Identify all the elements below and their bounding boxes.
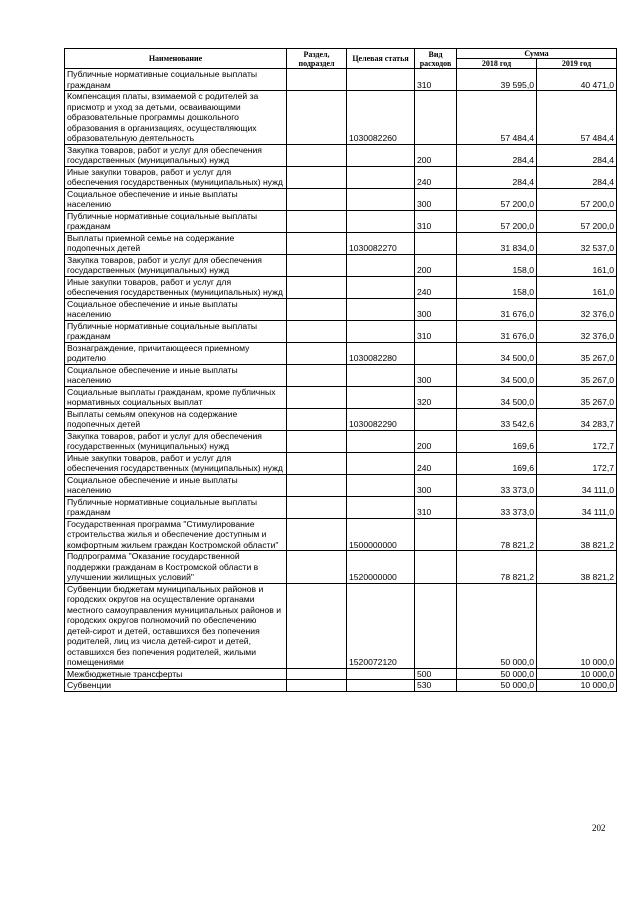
header-name: Наименование	[65, 49, 287, 69]
row-sum-2019: 10 000,0	[537, 668, 617, 680]
table-row	[65, 210, 617, 232]
table-row	[65, 166, 617, 188]
row-name: Выплаты приемной семье на содержание подопечных детей	[65, 232, 287, 254]
row-expense-type: 200	[415, 254, 457, 276]
row-section	[287, 518, 347, 551]
table-row	[65, 232, 617, 254]
row-expense-type	[415, 408, 457, 430]
row-section	[287, 276, 347, 298]
table-row	[65, 408, 617, 430]
row-target: 1030082270	[347, 232, 415, 254]
header-expense-type: Вид расходов	[415, 49, 457, 69]
row-expense-type: 300	[415, 298, 457, 320]
row-name: Социальные выплаты гражданам, кроме публичных нормативных социальных выплат	[65, 386, 287, 408]
row-section	[287, 496, 347, 518]
row-section	[287, 668, 347, 680]
row-section	[287, 188, 347, 210]
row-name: Публичные нормативные социальные выплаты гражданам	[65, 210, 287, 232]
row-target	[347, 298, 415, 320]
row-sum-2019: 35 267,0	[537, 386, 617, 408]
row-target	[347, 144, 415, 166]
row-section	[287, 430, 347, 452]
table-row	[65, 188, 617, 210]
table-row	[65, 298, 617, 320]
row-section	[287, 69, 347, 91]
table-row	[65, 680, 617, 692]
row-section	[287, 254, 347, 276]
row-sum-2018: 31 676,0	[457, 298, 537, 320]
table-row	[65, 518, 617, 551]
row-sum-2018: 33 373,0	[457, 474, 537, 496]
row-name: Межбюджетные трансферты	[65, 668, 287, 680]
row-sum-2019: 32 537,0	[537, 232, 617, 254]
row-expense-type: 500	[415, 668, 457, 680]
row-expense-type: 320	[415, 386, 457, 408]
row-section	[287, 452, 347, 474]
header-year-2019: 2019 год	[537, 59, 617, 69]
row-sum-2018: 78 821,2	[457, 518, 537, 551]
row-name: Вознаграждение, причитающееся приемному родителю	[65, 342, 287, 364]
row-expense-type	[415, 91, 457, 145]
table-row	[65, 342, 617, 364]
row-name: Публичные нормативные социальные выплаты гражданам	[65, 69, 287, 91]
row-name: Иные закупки товаров, работ и услуг для обеспечения государственных (муниципальных) нужд	[65, 452, 287, 474]
row-expense-type: 310	[415, 320, 457, 342]
row-expense-type	[415, 551, 457, 584]
table-row	[65, 474, 617, 496]
row-sum-2018: 57 200,0	[457, 188, 537, 210]
table-row	[65, 386, 617, 408]
header-year-2018: 2018 год	[457, 59, 537, 69]
row-sum-2019: 35 267,0	[537, 342, 617, 364]
row-expense-type: 310	[415, 210, 457, 232]
row-target	[347, 680, 415, 692]
row-target	[347, 320, 415, 342]
row-sum-2018: 57 484,4	[457, 91, 537, 145]
row-expense-type: 200	[415, 144, 457, 166]
row-sum-2019: 32 376,0	[537, 298, 617, 320]
row-section	[287, 342, 347, 364]
row-target	[347, 69, 415, 91]
row-sum-2018: 50 000,0	[457, 668, 537, 680]
row-target	[347, 474, 415, 496]
table-row	[65, 430, 617, 452]
row-target	[347, 496, 415, 518]
row-target: 1030082260	[347, 91, 415, 145]
row-section	[287, 583, 347, 668]
row-target	[347, 668, 415, 680]
row-expense-type: 530	[415, 680, 457, 692]
row-name: Закупка товаров, работ и услуг для обеспечения государственных (муниципальных) нужд	[65, 254, 287, 276]
row-sum-2018: 31 676,0	[457, 320, 537, 342]
header-section: Раздел, подраздел	[287, 49, 347, 69]
row-expense-type: 240	[415, 276, 457, 298]
row-sum-2019: 40 471,0	[537, 69, 617, 91]
row-expense-type: 300	[415, 364, 457, 386]
row-target	[347, 210, 415, 232]
table-row	[65, 364, 617, 386]
row-section	[287, 298, 347, 320]
row-sum-2019: 34 283,7	[537, 408, 617, 430]
row-name: Публичные нормативные социальные выплаты гражданам	[65, 320, 287, 342]
row-sum-2018: 34 500,0	[457, 364, 537, 386]
table-row	[65, 668, 617, 680]
row-sum-2018: 50 000,0	[457, 680, 537, 692]
row-expense-type	[415, 518, 457, 551]
row-name: Социальное обеспечение и иные выплаты населению	[65, 298, 287, 320]
row-name: Субвенции	[65, 680, 287, 692]
row-section	[287, 144, 347, 166]
row-sum-2018: 31 834,0	[457, 232, 537, 254]
table-row	[65, 452, 617, 474]
row-expense-type: 310	[415, 496, 457, 518]
table-body	[65, 69, 617, 692]
row-target	[347, 276, 415, 298]
row-expense-type	[415, 232, 457, 254]
row-expense-type: 240	[415, 452, 457, 474]
row-name: Социальное обеспечение и иные выплаты населению	[65, 364, 287, 386]
page-number: 202	[592, 823, 606, 833]
row-target	[347, 452, 415, 474]
table-row	[65, 144, 617, 166]
row-name: Субвенции бюджетам муниципальных районов и городских округов на осуществление органами местного самоуправления муниципальных районов и городских округов полномочий по обеспечению детей-сирот и детей, оставшихся без попечения родителей, лиц из числа детей-сирот и детей, оставшихся без попечения родителей, жилыми помещениями	[65, 583, 287, 668]
row-section	[287, 364, 347, 386]
row-sum-2018: 284,4	[457, 144, 537, 166]
row-sum-2018: 39 595,0	[457, 69, 537, 91]
row-name: Социальное обеспечение и иные выплаты населению	[65, 474, 287, 496]
row-target: 1520072120	[347, 583, 415, 668]
row-sum-2018: 50 000,0	[457, 583, 537, 668]
table-row	[65, 583, 617, 668]
row-sum-2019: 57 200,0	[537, 210, 617, 232]
budget-table	[64, 48, 617, 692]
row-sum-2019: 57 200,0	[537, 188, 617, 210]
row-sum-2019: 34 111,0	[537, 474, 617, 496]
row-sum-2019: 161,0	[537, 276, 617, 298]
row-target: 1030082280	[347, 342, 415, 364]
budget-sheet	[64, 48, 616, 692]
table-row	[65, 254, 617, 276]
row-sum-2018: 158,0	[457, 254, 537, 276]
row-section	[287, 166, 347, 188]
row-expense-type: 310	[415, 69, 457, 91]
header-sum: Сумма	[457, 49, 617, 59]
row-expense-type	[415, 583, 457, 668]
row-sum-2019: 10 000,0	[537, 583, 617, 668]
table-row	[65, 276, 617, 298]
row-section	[287, 320, 347, 342]
row-section	[287, 551, 347, 584]
row-section	[287, 210, 347, 232]
row-name: Публичные нормативные социальные выплаты гражданам	[65, 496, 287, 518]
row-sum-2018: 169,6	[457, 452, 537, 474]
row-target	[347, 386, 415, 408]
row-name: Подпрограмма "Оказание государственной поддержки гражданам в Костромской области в улучшении жилищных условий"	[65, 551, 287, 584]
row-sum-2019: 172,7	[537, 430, 617, 452]
row-name: Государственная программа "Стимулирование строительства жилья и обеспечение доступным и комфортным жильем граждан Костромской области"	[65, 518, 287, 551]
row-sum-2018: 33 373,0	[457, 496, 537, 518]
row-target	[347, 364, 415, 386]
row-sum-2019: 57 484,4	[537, 91, 617, 145]
row-sum-2019: 284,4	[537, 166, 617, 188]
row-target: 1500000000	[347, 518, 415, 551]
row-target	[347, 188, 415, 210]
row-sum-2019: 10 000,0	[537, 680, 617, 692]
row-sum-2018: 34 500,0	[457, 342, 537, 364]
row-section	[287, 232, 347, 254]
row-name: Социальное обеспечение и иные выплаты населению	[65, 188, 287, 210]
row-expense-type: 200	[415, 430, 457, 452]
row-sum-2019: 34 111,0	[537, 496, 617, 518]
row-name: Иные закупки товаров, работ и услуг для обеспечения государственных (муниципальных) нужд	[65, 276, 287, 298]
table-row	[65, 320, 617, 342]
row-sum-2019: 38 821,2	[537, 551, 617, 584]
table-row	[65, 91, 617, 145]
table-row	[65, 551, 617, 584]
row-sum-2018: 284,4	[457, 166, 537, 188]
row-target	[347, 166, 415, 188]
row-name: Закупка товаров, работ и услуг для обеспечения государственных (муниципальных) нужд	[65, 144, 287, 166]
row-sum-2019: 35 267,0	[537, 364, 617, 386]
row-target	[347, 254, 415, 276]
row-section	[287, 386, 347, 408]
row-section	[287, 474, 347, 496]
row-sum-2019: 161,0	[537, 254, 617, 276]
header-target: Целевая статья	[347, 49, 415, 69]
row-name: Выплаты семьям опекунов на содержание подопечных детей	[65, 408, 287, 430]
row-sum-2018: 78 821,2	[457, 551, 537, 584]
row-name: Закупка товаров, работ и услуг для обеспечения государственных (муниципальных) нужд	[65, 430, 287, 452]
row-sum-2019: 172,7	[537, 452, 617, 474]
row-section	[287, 91, 347, 145]
row-sum-2018: 57 200,0	[457, 210, 537, 232]
row-expense-type: 300	[415, 188, 457, 210]
row-expense-type: 300	[415, 474, 457, 496]
row-name: Компенсация платы, взимаемой с родителей за присмотр и уход за детьми, осваивающими образовательные программы дошкольного образования в организациях, осуществляющих образовательную деятельность	[65, 91, 287, 145]
row-sum-2019: 32 376,0	[537, 320, 617, 342]
row-name: Иные закупки товаров, работ и услуг для обеспечения государственных (муниципальных) нужд	[65, 166, 287, 188]
table-header	[65, 49, 617, 69]
row-target: 1030082290	[347, 408, 415, 430]
row-sum-2018: 33 542,6	[457, 408, 537, 430]
row-sum-2019: 284,4	[537, 144, 617, 166]
row-sum-2019: 38 821,2	[537, 518, 617, 551]
row-expense-type: 240	[415, 166, 457, 188]
row-expense-type	[415, 342, 457, 364]
row-section	[287, 680, 347, 692]
table-row	[65, 69, 617, 91]
row-sum-2018: 169,6	[457, 430, 537, 452]
row-section	[287, 408, 347, 430]
row-target: 1520000000	[347, 551, 415, 584]
table-row	[65, 496, 617, 518]
row-sum-2018: 34 500,0	[457, 386, 537, 408]
row-sum-2018: 158,0	[457, 276, 537, 298]
row-target	[347, 430, 415, 452]
